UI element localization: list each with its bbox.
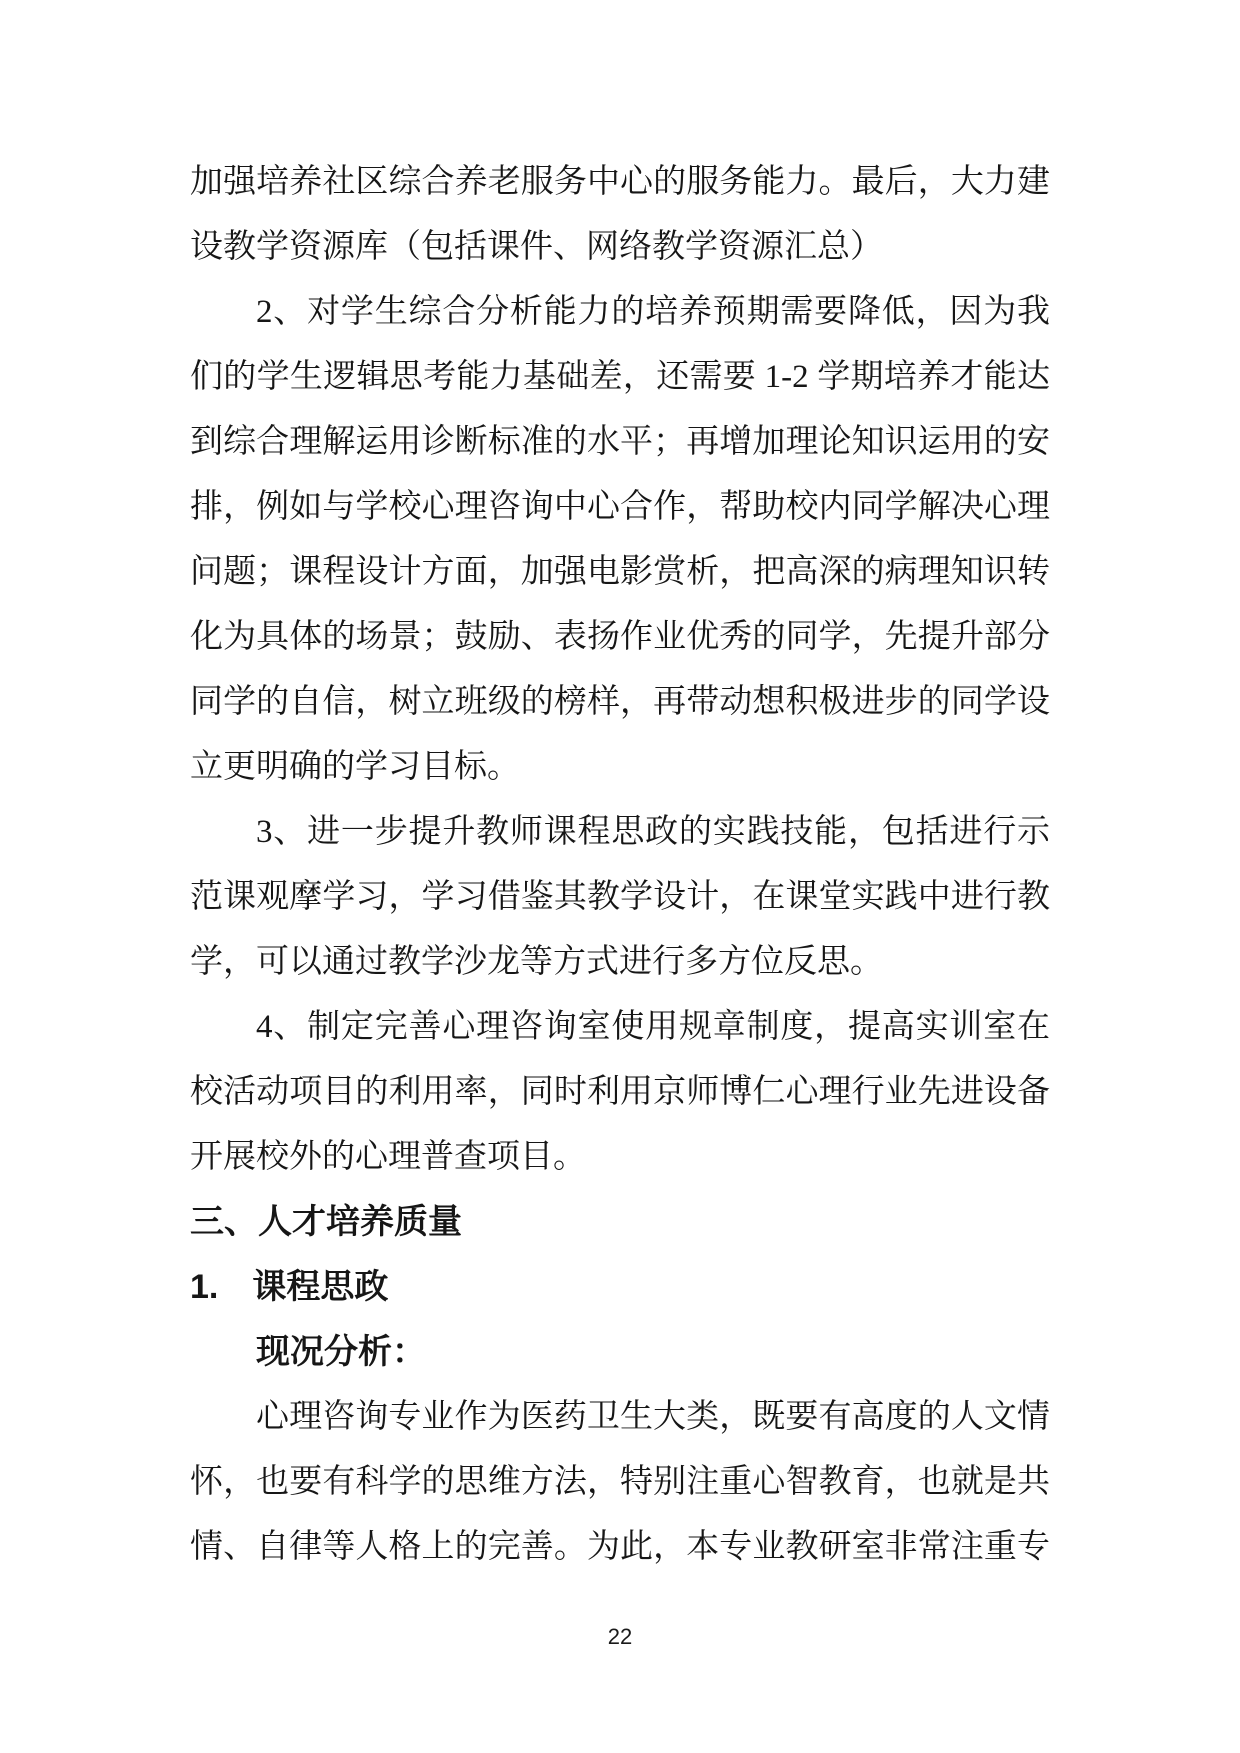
heading-line: 三、人才培养质量 bbox=[190, 1203, 462, 1241]
text-line: 们的学生逻辑思考能力基础差，还需要 1-2 学期培养才能达 bbox=[190, 359, 1050, 395]
text-line: 化为具体的场景；鼓励、表扬作业优秀的同学，先提升部分 bbox=[190, 619, 1050, 655]
text-line: 开展校外的心理普查项目。 bbox=[190, 1139, 586, 1175]
heading-line: 现况分析： bbox=[256, 1333, 426, 1371]
text-line: 设教学资源库（包括课件、网络教学资源汇总） bbox=[190, 229, 883, 265]
text-line: 情、自律等人格上的完善。为此，本专业教研室非常注重专 bbox=[190, 1529, 1050, 1565]
text-line: 问题；课程设计方面，加强电影赏析，把高深的病理知识转 bbox=[190, 554, 1050, 590]
text-line: 学，可以通过教学沙龙等方式进行多方位反思。 bbox=[190, 944, 883, 980]
text-line: 怀，也要有科学的思维方法，特别注重心智教育，也就是共 bbox=[190, 1464, 1050, 1500]
text-line: 同学的自信，树立班级的榜样，再带动想积极进步的同学设 bbox=[190, 684, 1050, 720]
text-line: 立更明确的学习目标。 bbox=[190, 749, 520, 785]
heading-line: 1. 课程思政 bbox=[190, 1268, 389, 1306]
text-line: 4、制定完善心理咨询室使用规章制度，提高实训室在 bbox=[256, 1009, 1050, 1045]
text-line: 心理咨询专业作为医药卫生大类，既要有高度的人文情 bbox=[256, 1399, 1050, 1435]
text-line: 排，例如与学校心理咨询中心合作，帮助校内同学解决心理 bbox=[190, 489, 1050, 525]
page-number: 22 bbox=[607, 1624, 633, 1649]
document-body bbox=[190, 150, 1050, 1580]
text-line: 范课观摩学习，学习借鉴其教学设计，在课堂实践中进行教 bbox=[190, 879, 1050, 915]
text-line: 到综合理解运用诊断标准的水平；再增加理论知识运用的安 bbox=[190, 424, 1050, 460]
text-line: 加强培养社区综合养老服务中心的服务能力。最后，大力建 bbox=[190, 164, 1050, 200]
text-line: 校活动项目的利用率，同时利用京师博仁心理行业先进设备 bbox=[190, 1074, 1050, 1110]
text-line: 2、对学生综合分析能力的培养预期需要降低，因为我 bbox=[256, 294, 1050, 330]
text-line: 3、进一步提升教师课程思政的实践技能，包括进行示 bbox=[256, 814, 1050, 850]
